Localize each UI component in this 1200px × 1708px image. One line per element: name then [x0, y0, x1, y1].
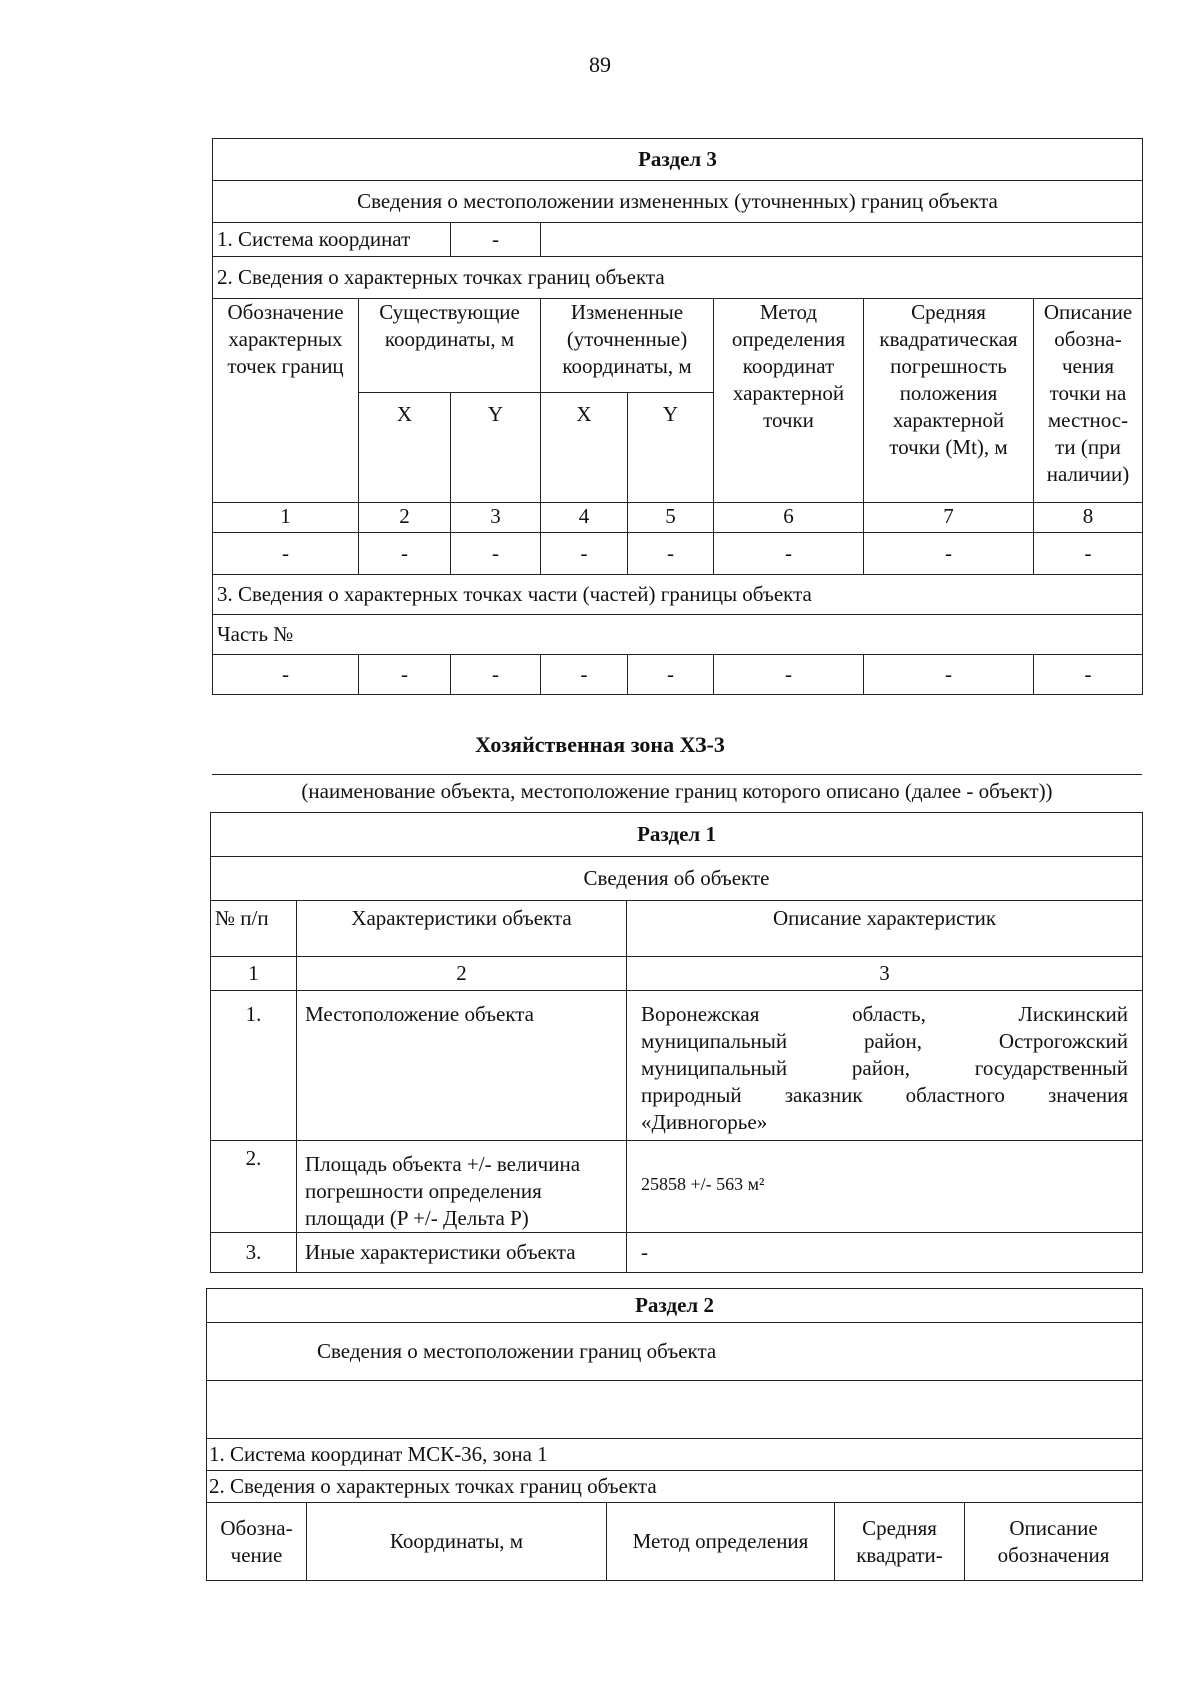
- table-cell: -: [864, 655, 1034, 695]
- table-cell: -: [213, 655, 359, 695]
- header-changed-coords: Измененные (уточненные) координаты, м: [541, 299, 714, 393]
- table-cell: -: [359, 655, 451, 695]
- col-number: 3: [451, 503, 541, 533]
- row-number: 3.: [211, 1233, 297, 1273]
- col-number: 8: [1034, 503, 1143, 533]
- section1-table: [210, 812, 1143, 1273]
- table-cell: -: [541, 533, 628, 575]
- header-method: Метод определения координат характерной точки: [714, 299, 864, 503]
- points-label: 2. Сведения о характерных точках границ объекта: [207, 1471, 1143, 1503]
- header-error: Средняя квадрати-: [835, 1503, 965, 1581]
- section2-title: Раздел 2: [207, 1289, 1143, 1323]
- location-line: Воронежская область, Лискинский: [641, 1002, 1129, 1026]
- header-existing-coords: Существующие координаты, м: [359, 299, 541, 393]
- header-x-changed: X: [541, 393, 628, 503]
- col-number: 2: [297, 957, 627, 991]
- section2-subtitle: Сведения о местоположении границ объекта: [207, 1323, 1143, 1381]
- row-number: 2.: [211, 1141, 297, 1233]
- col-number: 1: [211, 957, 297, 991]
- header-no: № п/п: [211, 901, 297, 957]
- row-name: Площадь объекта +/- величина погрешности определения площади (P +/- Дельта P): [297, 1141, 627, 1233]
- table-cell: -: [1034, 655, 1143, 695]
- table-cell: -: [451, 533, 541, 575]
- page-number: 89: [589, 52, 611, 77]
- zone-title: Хозяйственная зона ХЗ-3: [475, 732, 725, 757]
- header-characteristics: Характеристики объекта: [297, 901, 627, 957]
- col-number: 2: [359, 503, 451, 533]
- coord-system-empty: [541, 223, 1143, 257]
- header-designation: Обозначение характерных точек границ: [213, 299, 359, 503]
- col-number: 4: [541, 503, 628, 533]
- header-description: Описание обозначения: [965, 1503, 1143, 1581]
- table-cell: -: [451, 655, 541, 695]
- col-number: 3: [627, 957, 1143, 991]
- table-cell: -: [359, 533, 451, 575]
- table-cell: -: [864, 533, 1034, 575]
- points-label: 2. Сведения о характерных точках границ объекта: [213, 257, 1143, 299]
- row-name: Местоположение объекта: [297, 991, 627, 1141]
- location-line: муниципальный район, Острогожский: [641, 1029, 1129, 1053]
- location-line: «Дивногорье»: [641, 1110, 768, 1134]
- section1-title: Раздел 1: [211, 813, 1143, 857]
- col-number: 7: [864, 503, 1034, 533]
- zone-name-caption: (наименование объекта, местоположение границ которого описано (далее - объект)): [212, 774, 1142, 804]
- col-number: 6: [714, 503, 864, 533]
- parts-label: 3. Сведения о характерных точках части (частей) границы объекта: [213, 575, 1143, 615]
- header-method: Метод определения: [607, 1503, 835, 1581]
- location-line: муниципальный район, государственный: [641, 1056, 1129, 1080]
- header-x-existing: X: [359, 393, 451, 503]
- coord-system-label: 1. Система координат: [213, 223, 451, 257]
- section3-title: Раздел 3: [213, 139, 1143, 181]
- section2-spacer: [207, 1381, 1143, 1439]
- section1-subtitle: Сведения об объекте: [211, 857, 1143, 901]
- table-cell: -: [1034, 533, 1143, 575]
- coord-system-value: -: [451, 223, 541, 257]
- header-y-changed: Y: [628, 393, 714, 503]
- table-cell: -: [628, 655, 714, 695]
- header-y-existing: Y: [451, 393, 541, 503]
- header-char-description: Описание характеристик: [627, 901, 1143, 957]
- coord-system: 1. Система координат МСК-36, зона 1: [207, 1439, 1143, 1471]
- col-number: 5: [628, 503, 714, 533]
- row-number: 1.: [211, 991, 297, 1141]
- header-designation: Обозна-чение: [207, 1503, 307, 1581]
- table-cell: -: [213, 533, 359, 575]
- table-cell: -: [714, 533, 864, 575]
- header-error: Средняя квадратическая погрешность положения характерной точки (Mt), м: [864, 299, 1034, 503]
- row-value: -: [627, 1233, 1143, 1273]
- location-line: природный заказник областного значения: [641, 1083, 1129, 1107]
- location-value: [627, 991, 1143, 1141]
- section2-table: [206, 1288, 1143, 1581]
- col-number: 1: [213, 503, 359, 533]
- table-cell: -: [541, 655, 628, 695]
- table-cell: -: [628, 533, 714, 575]
- section3-table: [212, 138, 1143, 695]
- table-cell: -: [714, 655, 864, 695]
- header-coords: Координаты, м: [307, 1503, 607, 1581]
- row-name: Иные характеристики объекта: [297, 1233, 627, 1273]
- area-value: 25858 +/- 563 м²: [627, 1141, 1143, 1233]
- header-description: Описание обозна-чения точки на местнос-ти (при наличии): [1034, 299, 1143, 503]
- part-no-label: Часть №: [213, 615, 1143, 655]
- section3-subtitle: Сведения о местоположении измененных (уточненных) границ объекта: [213, 181, 1143, 223]
